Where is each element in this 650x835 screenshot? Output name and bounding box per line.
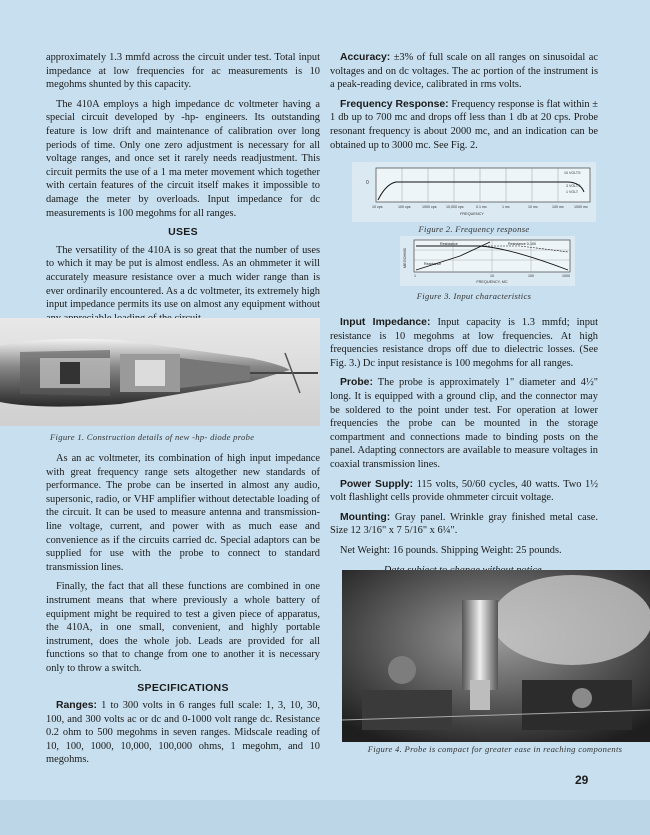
- spec-text: Input capacity is 1.3 mmfd; input resistance is 10 megohms at low frequencies. At high frequencies resistance drops off due to dielectric losses. (See Fig. 3.) Dc input resistance is 100 megohms for all ranges.: [330, 317, 598, 369]
- spec-label: Ranges:: [56, 700, 97, 712]
- y-tick: 0: [366, 180, 369, 186]
- right-column-bottom: [330, 316, 598, 583]
- x-axis-label: FREQUENCY, MC: [476, 280, 508, 284]
- page-number: 29: [575, 773, 589, 787]
- x-tick: 1: [414, 274, 416, 278]
- figure-2-graph: [352, 162, 596, 222]
- spec-accuracy: [330, 51, 598, 92]
- x-tick: 1000: [562, 274, 570, 278]
- spec-text: ±3% of full scale on all ranges on sinusoidal ac voltages and on dc voltages. The ac portion of the instrument is a peak-reading device, calibrated in rms volts.: [330, 52, 598, 91]
- spec-weight: Net Weight: 16 pounds. Shipping Weight: 25 pounds.: [340, 544, 562, 556]
- spec-label: Probe:: [340, 377, 373, 389]
- spec-power-supply: [330, 478, 598, 505]
- x-axis-label: FREQUENCY: [460, 212, 484, 216]
- spec-label: Frequency Response:: [340, 98, 449, 110]
- x-tick: 1000 cps: [422, 205, 437, 209]
- x-tick: 10,000 cps: [446, 205, 464, 209]
- paragraph: Finally, the fact that all these functions are combined in one instrument means that where previously a whole battery of equipment might be required to test a given piece of apparatus, the 410A, in one small, convenient, and highly portable instrument, does the whole job. Leads are provided for all functions so that to change from one to another it is necessary only to throw a switch.: [46, 581, 320, 674]
- left-column-top: [46, 51, 320, 331]
- paragraph: approximately 1.3 mmfd across the circuit under test. Total input impedance at low frequencies for ac measurements is 10 megohms shunted by this capacity.: [46, 52, 320, 91]
- x-tick: 100 mc: [552, 205, 564, 209]
- x-tick: 10: [490, 274, 494, 278]
- spec-text: 115 volts, 50/60 cycles, 40 watts. Two 1½ volt flashlight cells provide ohmmeter circuit voltage.: [330, 478, 598, 504]
- spec-label: Input Impedance:: [340, 317, 431, 328]
- spec-input-impedance: [330, 316, 598, 370]
- figure-4-caption: Figure 4. Probe is compact for greater ease in reaching components: [367, 744, 623, 754]
- section-heading-uses: USES: [168, 226, 198, 239]
- figure-1-caption: Figure 1. Construction details of new -hp- diode probe: [50, 432, 255, 442]
- x-tick: 1 mc: [502, 205, 510, 209]
- x-tick: 100: [528, 274, 534, 278]
- x-tick: 1000 mc: [574, 205, 588, 209]
- curve-label: Reactance: [424, 262, 442, 266]
- figure-3-graph: [400, 236, 575, 286]
- spec-ranges: [46, 699, 320, 767]
- paragraph: As an ac voltmeter, its combination of high input impedance with great frequency range sets altogether new standards of performance. The probe can be inserted in almost any audio, supersonic, radio, or VHF amplifier without detectable loading of the circuit. It can be used to measure antenna and transmission-line voltage, current, and power with as much ease and convenience as if the circuits carried dc. Special adaptors can be supplied for use with the probe to connect to standard transmission lines.: [46, 453, 320, 573]
- x-tick: 10 mc: [528, 205, 538, 209]
- figure-2-caption: Figure 2. Frequency response: [418, 224, 530, 234]
- spec-text: The probe is approximately 1" diameter and 4½" long. It is equipped with a ground clip, and the connector may be soldered to the point under test. For operation at lower frequencies the probe can be mounted in the storage compartment and connections made to binding posts on the panel. Adapting connectors are available to measure voltages in coaxial transmission lines.: [330, 377, 598, 470]
- spec-text: 1 to 300 volts in 6 ranges full scale: 1, 3, 10, 30, 100, and 300 volts ac or dc and 0-1000 volt range dc. Resistance 0.2 ohm to 500 megohms in seven ranges. Midscale reading of 10, 100, 1000, 10,000, 100,000 ohms, 1 megohm, and 10 megohms.: [46, 700, 320, 766]
- curve-label: Resistance: [440, 242, 458, 246]
- figure-4-photo: [342, 570, 650, 742]
- spec-text: Frequency response is flat within ± 1 db up to 700 mc and drops off less than 1 db at 20 cps. Probe resonant frequency is about 2000 mc, and an indication can be obtained up to 3000 mc. See Fig. 2.: [330, 98, 598, 151]
- spec-label: Accuracy:: [340, 52, 391, 63]
- spec-mounting: [330, 511, 598, 538]
- spec-text: Gray panel. Wrinkle gray finished metal case. Size 12 3/16" x 7 5/16" x 6¼".: [330, 511, 598, 537]
- figure-1-photo: [0, 318, 320, 426]
- paragraph: The versatility of the 410A is so great that the number of uses to which it may be put is almost endless. As an ohmmeter it will accurately measure resistance over a much wider range than is ever ordinarily encountered. As a dc voltmeter, its extremely high input impedance permits its use on almost any equipment without: [46, 244, 320, 311]
- section-heading-specifications: SPECIFICATIONS: [137, 681, 229, 694]
- figure-3-caption: Figure 3. Input characteristics: [416, 291, 532, 301]
- page-footer-band: [0, 800, 650, 835]
- legend-entry: 1 VOLT: [566, 190, 579, 194]
- y-axis-label: MEGOHMS: [403, 247, 407, 268]
- left-column-bottom: [46, 452, 320, 773]
- right-column-top: [330, 51, 598, 158]
- spec-probe: [330, 376, 598, 471]
- legend-entry: 3 VOLTS: [566, 184, 581, 188]
- legend-entry: 10 VOLTS: [564, 171, 581, 175]
- spec-label: Power Supply:: [340, 478, 414, 490]
- spec-frequency-response: [330, 98, 598, 152]
- curve-label: Resistance 0-100: [508, 242, 536, 246]
- x-tick: 100 cps: [398, 205, 411, 209]
- x-tick: 10 cps: [372, 205, 383, 209]
- spec-label: Mounting:: [340, 511, 391, 523]
- x-tick: 0.1 mc: [476, 205, 487, 209]
- paragraph: The 410A employs a high impedance dc voltmeter having a special circuit developed by -hp- engineers. Its outstanding feature is low drift and maintenance of calibration over long periods of time. Only one zero adjustment is necessary for all voltage ranges, and once set it rarely needs readjustment. This circuit permits the use of a 1 ma meter movement which together with certain features of the circuit itself makes it impossible to damage the meter by overloads. Input impedance for dc measurements is 100 megohms for all ranges.: [46, 98, 320, 219]
